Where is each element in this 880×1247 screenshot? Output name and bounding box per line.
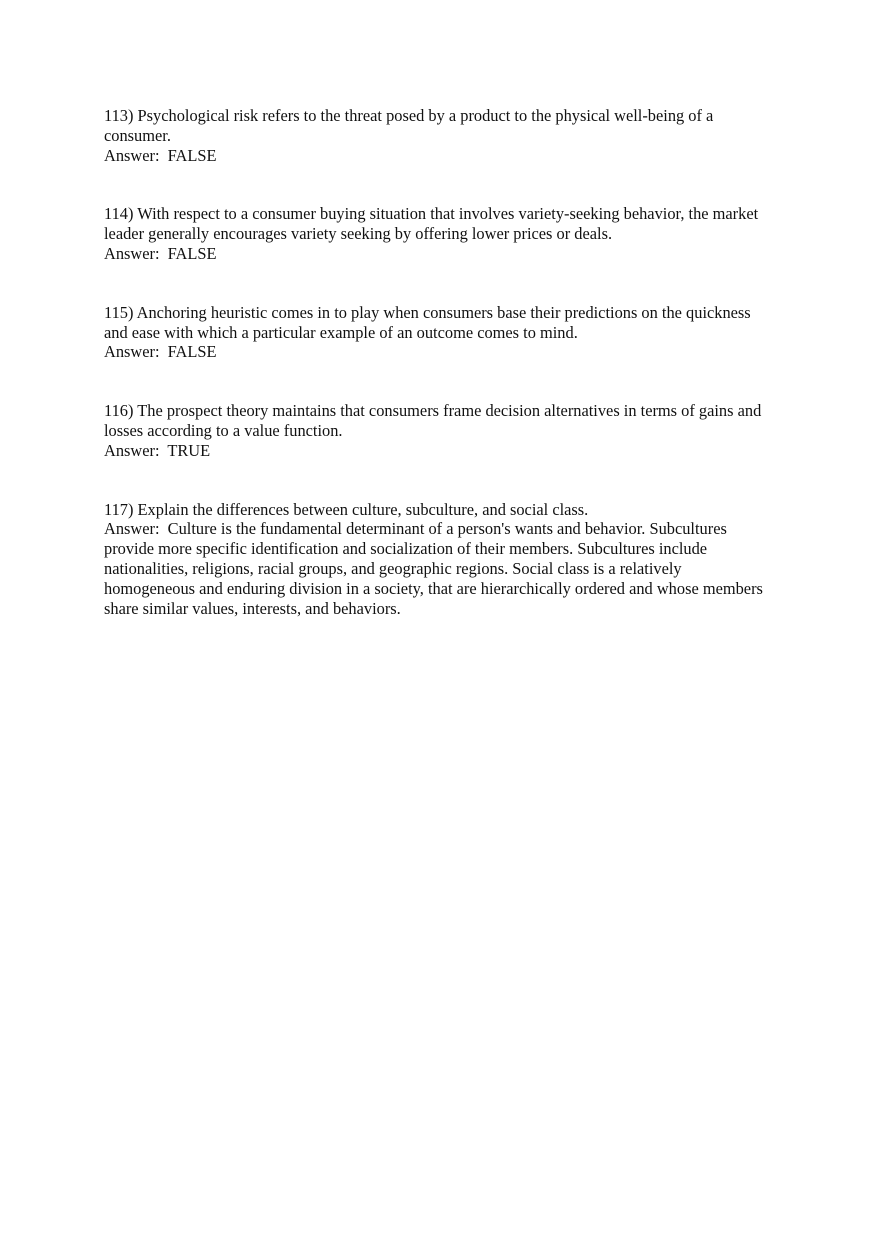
answer-line (104, 441, 776, 461)
answer-line (104, 146, 776, 166)
answer-label: Answer: (104, 440, 160, 460)
question-item-113 (104, 106, 776, 165)
question-item-115 (104, 303, 776, 362)
question-number: 115) (104, 302, 134, 322)
question-number: 113) (104, 106, 134, 125)
answer-value: FALSE (167, 145, 217, 165)
question-item-116 (104, 401, 776, 460)
answer-label: Answer: (104, 243, 160, 263)
question-item-117 (104, 500, 776, 619)
answer-label: Answer: (104, 519, 160, 539)
question-number: 117) (104, 499, 134, 519)
question-text (104, 106, 776, 146)
question-number: 114) (104, 204, 134, 224)
answer-line (104, 244, 776, 264)
question-number: 116) (104, 401, 134, 421)
answer-value: FALSE (167, 342, 217, 362)
question-text (104, 500, 776, 520)
question-text (104, 401, 776, 441)
question-statement: Psychological risk refers to the threat posed by a product to the physical well-being of a consumer. (104, 106, 714, 145)
answer-line (104, 519, 776, 618)
question-item-114 (104, 204, 776, 263)
answer-value: Culture is the fundamental determinant of a person's wants and behavior. Subcultures provide more specific identification and socialization of their members. Subcultures include nationalities, religions, racial groups, and geographic regions. Social class is a relatively homogeneous and enduring division in a society, that are hierarchically ordered and whose members share similar values, interests, and behaviors. (104, 519, 763, 618)
question-text (104, 303, 776, 343)
answer-label: Answer: (104, 145, 160, 165)
question-statement: Anchoring heuristic comes in to play when consumers base their predictions on the quickness and ease with which a particular example of an outcome comes to mind. (104, 302, 751, 342)
answer-label: Answer: (104, 342, 160, 362)
question-statement: Explain the differences between culture, subculture, and social class. (137, 499, 589, 519)
question-statement: The prospect theory maintains that consumers frame decision alternatives in terms of gains and losses according to a value function. (104, 401, 762, 440)
question-statement: With respect to a consumer buying situation that involves variety-seeking behavior, the market leader generally encourages variety seeking by offering lower prices or deals. (104, 204, 759, 244)
question-text (104, 204, 776, 244)
answer-line (104, 342, 776, 362)
answer-value: FALSE (167, 243, 217, 263)
question-list (104, 106, 776, 618)
answer-value: TRUE (167, 440, 211, 460)
